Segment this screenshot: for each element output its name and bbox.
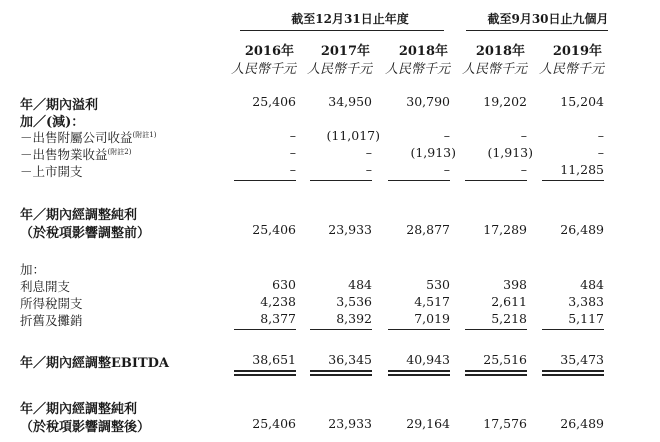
footnote-ref: (附註2): [107, 147, 132, 156]
cell: –: [597, 145, 604, 160]
subtotal-rule: [310, 329, 372, 330]
cell: 23,933: [328, 222, 372, 237]
row-label-adjusted-profit-posttax: 年／期內經調整純利: [20, 402, 138, 417]
cell: 15,204: [560, 94, 604, 109]
row-label-subsidiary-gain: －出售附屬公司收益$^{(附註1)}$: [20, 130, 157, 145]
cell: 530: [426, 277, 450, 292]
year-header: 2018年: [475, 44, 525, 59]
group-header-nine-months: 截至9月30日止九個月: [487, 12, 609, 26]
cell: –: [520, 128, 527, 143]
cell: 25,406: [252, 94, 296, 109]
cell: 8,377: [260, 311, 296, 326]
year-header: 2018年: [398, 44, 448, 59]
cell: –: [289, 162, 296, 177]
cell: 36,345: [328, 352, 372, 367]
row-label-adjusted-profit-pretax-note: （於稅項影響調整前）: [20, 226, 151, 241]
row-label-adjusted-profit-posttax-note: （於稅項影響調整後）: [20, 420, 151, 435]
cell: (1,913): [410, 145, 456, 160]
cell: 17,576: [483, 416, 527, 431]
cell: 17,289: [483, 222, 527, 237]
cell: 40,943: [406, 352, 450, 367]
cell: 7,019: [414, 311, 450, 326]
total-double-rule: [310, 370, 372, 376]
unit-header: 人民幣千元: [461, 62, 527, 77]
unit-header: 人民幣千元: [230, 62, 296, 77]
cell: 19,202: [483, 94, 527, 109]
subtotal-rule: [465, 329, 527, 330]
cell: 484: [348, 277, 372, 292]
cell: 29,164: [406, 416, 450, 431]
total-double-rule: [388, 370, 450, 376]
cell: 484: [580, 277, 604, 292]
subtotal-rule: [234, 329, 296, 330]
cell: 398: [503, 277, 527, 292]
year-header: 2017年: [320, 44, 370, 59]
cell: –: [520, 162, 527, 177]
row-label-profit: 年／期內溢利: [20, 98, 99, 113]
group-header-annual: 截至12月31日止年度: [291, 12, 409, 26]
unit-header: 人民幣千元: [384, 62, 450, 77]
group-underline-nine-months: [466, 30, 608, 31]
cell: –: [365, 145, 372, 160]
cell: 5,218: [491, 311, 527, 326]
unit-header: 人民幣千元: [306, 62, 372, 77]
cell: 26,489: [560, 416, 604, 431]
cell: 2,611: [491, 294, 527, 309]
cell: 34,950: [328, 94, 372, 109]
total-double-rule: [234, 370, 296, 376]
cell: 26,489: [560, 222, 604, 237]
year-header: 2019年: [552, 44, 602, 59]
row-label-depreciation: 折舊及攤銷: [20, 313, 83, 328]
subtotal-rule: [465, 180, 527, 181]
cell: 8,392: [336, 311, 372, 326]
cell: 25,406: [252, 222, 296, 237]
cell: 4,238: [260, 294, 296, 309]
cell: –: [597, 128, 604, 143]
footnote-ref: (附註1): [132, 130, 157, 139]
row-label-adjusted-profit-pretax: 年／期內經調整純利: [20, 208, 138, 223]
cell: –: [289, 128, 296, 143]
cell: –: [443, 162, 450, 177]
subtotal-rule: [234, 180, 296, 181]
cell: 11,285: [560, 162, 604, 177]
cell: 3,383: [568, 294, 604, 309]
year-header: 2016年: [244, 44, 294, 59]
subtotal-rule: [542, 329, 604, 330]
cell: (11,017): [326, 128, 380, 143]
cell: 25,516: [483, 352, 527, 367]
cell: 35,473: [560, 352, 604, 367]
row-label-listing-expense: －上市開支: [20, 164, 83, 179]
total-double-rule: [542, 370, 604, 376]
row-label-income-tax: 所得稅開支: [20, 296, 83, 311]
cell: 28,877: [406, 222, 450, 237]
cell: 25,406: [252, 416, 296, 431]
cell: 5,117: [568, 311, 604, 326]
row-label-property-gain: －出售物業收益$^{(附註2)}$: [20, 147, 132, 162]
cell: 3,536: [336, 294, 372, 309]
row-label-add-less: 加／(減)：: [20, 115, 85, 130]
row-label-add: 加：: [20, 262, 46, 277]
cell: 23,933: [328, 416, 372, 431]
row-label-interest: 利息開支: [20, 279, 71, 294]
cell: (1,913): [487, 145, 533, 160]
cell: 630: [272, 277, 296, 292]
cell: 38,651: [252, 352, 296, 367]
cell: –: [365, 162, 372, 177]
subtotal-rule: [388, 329, 450, 330]
row-label-ebitda: 年／期內經調整EBITDA: [20, 356, 170, 371]
cell: 4,517: [414, 294, 450, 309]
subtotal-rule: [310, 180, 372, 181]
subtotal-rule: [388, 180, 450, 181]
cell: –: [289, 145, 296, 160]
cell: –: [443, 128, 450, 143]
group-underline-annual: [240, 30, 444, 31]
subtotal-rule: [542, 180, 604, 181]
total-double-rule: [465, 370, 527, 376]
cell: 30,790: [406, 94, 450, 109]
unit-header: 人民幣千元: [538, 62, 604, 77]
